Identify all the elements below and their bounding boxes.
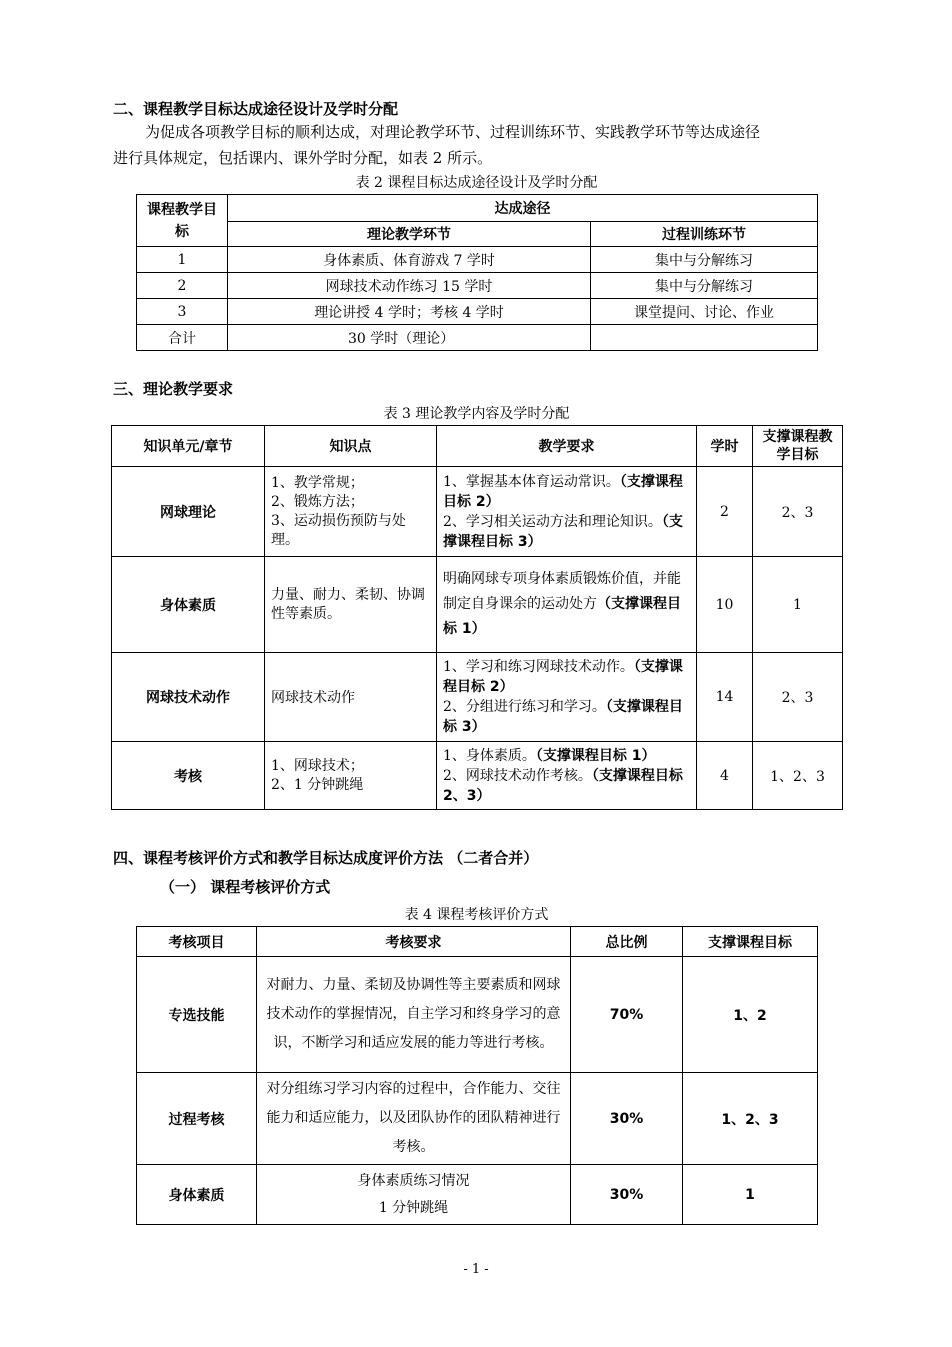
table-row	[137, 957, 818, 1073]
table4-req: 对分组练习学习内容的过程中，合作能力、交往能力和适应能力，以及团队协作的团队精神进行考核。	[257, 1073, 571, 1165]
table3-req	[437, 557, 697, 653]
table3-unit: 身体素质	[112, 557, 265, 653]
section2-heading: 二、课程教学目标达成途径设计及学时分配	[113, 100, 399, 118]
table2	[136, 194, 818, 351]
table4-support: 1、2	[683, 957, 818, 1073]
table3-req-text: 1、身体素质。	[443, 747, 536, 764]
table3-req-support: （支撑课程目标 1）	[443, 596, 681, 637]
table-row	[137, 325, 818, 351]
table3-points: 1、网球技术； 2、1 分钟跳绳	[265, 742, 437, 810]
table4-ratio: 30%	[571, 1165, 683, 1225]
table2-theory: 网球技术动作练习 15 学时	[228, 273, 591, 299]
table2-header-goal: 课程教学目标	[137, 195, 228, 247]
table3-req-support: （支撑课程目标 2）	[443, 659, 683, 695]
table3-req-support: （支撑课程目标 2）	[443, 473, 683, 510]
table2-header-training: 过程训练环节	[591, 222, 818, 247]
table3-req2-text: 2、网球技术动作考核。	[443, 767, 592, 784]
table-row	[137, 247, 818, 273]
table3-points: 1、教学常规； 2、锻炼方法； 3、运动损伤预防与处理。	[265, 467, 437, 557]
table3-hours: 4	[697, 742, 753, 810]
table2-header-theory: 理论教学环节	[228, 222, 591, 247]
table-row	[137, 1073, 818, 1165]
table-row	[112, 653, 843, 742]
table2-header-path: 达成途径	[228, 195, 818, 222]
table-row	[137, 1165, 818, 1225]
table4-header-req: 考核要求	[257, 927, 571, 957]
table3-support: 1	[753, 557, 843, 653]
table-row	[112, 557, 843, 653]
table4-header-item: 考核项目	[137, 927, 257, 957]
table3-header-unit: 知识单元/章节	[112, 426, 265, 467]
table2-caption: 表 2 课程目标达成途径设计及学时分配	[355, 175, 598, 191]
table3-req2-support: （支撑课程目标 3）	[443, 513, 683, 550]
table2-goal: 1	[137, 247, 228, 273]
table2-theory: 身体素质、体育游戏 7 学时	[228, 247, 591, 273]
table2-training: 集中与分解练习	[591, 247, 818, 273]
table4-caption: 表 4 课程考核评价方式	[404, 907, 549, 923]
table2-theory: 30 学时（理论）	[228, 325, 591, 351]
section4-heading: 四、课程考核评价方式和教学目标达成度评价方法 （二者合并）	[113, 849, 539, 867]
table4	[136, 926, 818, 1225]
table3-hours: 2	[697, 467, 753, 557]
table-row	[112, 742, 843, 810]
table3-support: 2、3	[753, 653, 843, 742]
table3-header-points: 知识点	[265, 426, 437, 467]
table4-item: 过程考核	[137, 1073, 257, 1165]
table3-req	[437, 742, 697, 810]
table4-item: 专选技能	[137, 957, 257, 1073]
table3-points: 网球技术动作	[265, 653, 437, 742]
section2-paragraph-line2: 进行具体规定，包括课内、课外学时分配，如表 2 所示。	[113, 149, 493, 167]
table3-points: 力量、耐力、柔韧、协调性等素质。	[265, 557, 437, 653]
table3-hours: 14	[697, 653, 753, 742]
table3	[111, 425, 843, 810]
table-row	[112, 467, 843, 557]
table3-req2-support: （支撑课程目标 3）	[443, 699, 683, 735]
table2-theory: 理论讲授 4 学时；考核 4 学时	[228, 299, 591, 325]
table3-req	[437, 467, 697, 557]
table4-ratio: 30%	[571, 1073, 683, 1165]
table2-goal: 2	[137, 273, 228, 299]
table3-req-text: 1、学习和练习网球技术动作。	[443, 659, 634, 675]
table3-req2-support: （支撑课程目标 2、3）	[443, 767, 683, 804]
table4-req: 对耐力、力量、柔韧及协调性等主要素质和网球技术动作的掌握情况，自主学习和终身学习的意识，不断学习和适应发展的能力等进行考核。	[257, 957, 571, 1073]
table2-goal: 合计	[137, 325, 228, 351]
table3-unit: 网球理论	[112, 467, 265, 557]
table3-header-support: 支撑课程教学目标	[753, 426, 843, 467]
section3-heading: 三、理论教学要求	[113, 380, 234, 398]
table3-req	[437, 653, 697, 742]
table-row	[137, 299, 818, 325]
table2-training: 集中与分解练习	[591, 273, 818, 299]
table3-req-text: 1、掌握基本体育运动常识。	[443, 473, 620, 490]
table3-req-text: 明确网球专项身体素质锻炼价值，并能制定自身课余的运动处方	[443, 571, 681, 612]
table2-training: 课堂提问、讨论、作业	[591, 299, 818, 325]
table3-unit: 网球技术动作	[112, 653, 265, 742]
table3-header-req: 教学要求	[437, 426, 697, 467]
table4-header-support: 支撑课程目标	[683, 927, 818, 957]
table3-header-hours: 学时	[697, 426, 753, 467]
table3-caption: 表 3 理论教学内容及学时分配	[383, 406, 570, 422]
section4-subheading: （一） 课程考核评价方式	[160, 878, 331, 896]
table-row	[137, 273, 818, 299]
table2-goal: 3	[137, 299, 228, 325]
table4-req: 身体素质练习情况 1 分钟跳绳	[257, 1165, 571, 1225]
table3-req2-text: 2、学习相关运动方法和理论知识。	[443, 513, 662, 530]
section2-paragraph-line1: 为促成各项教学目标的顺利达成，对理论教学环节、过程训练环节、实践教学环节等达成途径	[145, 123, 761, 141]
table4-header-ratio: 总比例	[571, 927, 683, 957]
table2-training	[591, 325, 818, 351]
table3-support: 2、3	[753, 467, 843, 557]
table3-unit: 考核	[112, 742, 265, 810]
table3-req2-text: 2、分组进行练习和学习。	[443, 699, 606, 715]
table4-item: 身体素质	[137, 1165, 257, 1225]
table4-support: 1、2、3	[683, 1073, 818, 1165]
page-number: - 1 -	[463, 1262, 489, 1277]
table4-support: 1	[683, 1165, 818, 1225]
table3-req-support: （支撑课程目标 1）	[535, 747, 656, 764]
table3-support: 1、2、3	[753, 742, 843, 810]
table4-ratio: 70%	[571, 957, 683, 1073]
table3-hours: 10	[697, 557, 753, 653]
